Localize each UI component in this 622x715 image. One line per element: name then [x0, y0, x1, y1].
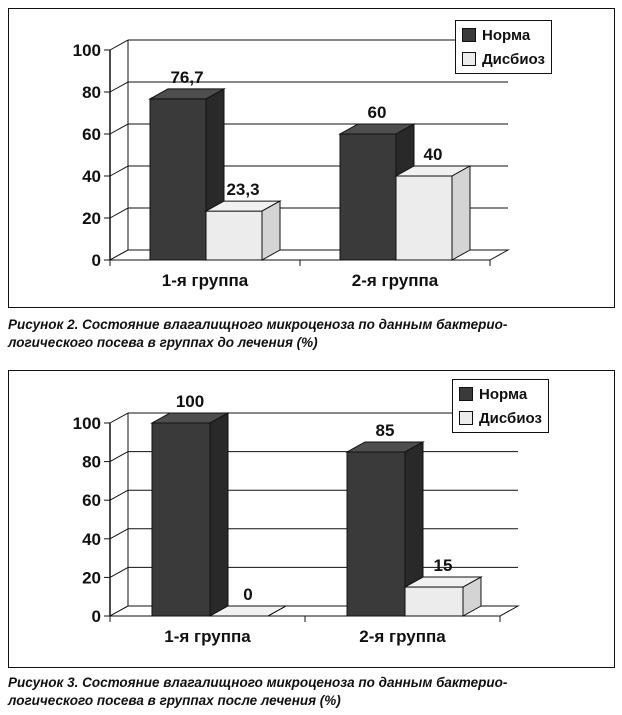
- category-label: 1-я группа: [164, 627, 251, 646]
- data-label: 85: [375, 420, 395, 440]
- y-tick-label: 20: [82, 209, 101, 228]
- bar-side: [452, 166, 470, 260]
- y-tick-label: 60: [82, 491, 101, 511]
- gridline-side: [110, 413, 128, 423]
- data-label: 40: [423, 145, 443, 164]
- bar-front: [150, 99, 206, 260]
- y-tick-label: 80: [82, 83, 101, 102]
- legend-label: Норма: [479, 385, 528, 403]
- gridline-side: [110, 166, 128, 176]
- caption-line: Рисунок 2. Состояние влагалищного микроценоза по данным бактерио-: [8, 317, 508, 332]
- chart-legend: [455, 20, 552, 74]
- bar-side: [262, 201, 280, 260]
- data-label: 60: [367, 103, 387, 122]
- legend-label: Дисбиоз: [479, 409, 542, 427]
- legend-label: Норма: [482, 26, 531, 44]
- caption-line: логического посева в группах после лечения (%): [8, 693, 341, 708]
- category-label: 2-я группа: [359, 627, 446, 646]
- y-tick-label: 20: [82, 568, 101, 588]
- legend-label: Дисбиоз: [482, 50, 545, 68]
- data-label: 15: [433, 556, 453, 576]
- legend-swatch: [462, 52, 476, 66]
- bar-front: [396, 176, 452, 260]
- gridline-side: [110, 529, 128, 539]
- gridline-side: [110, 124, 128, 134]
- y-tick-label: 100: [72, 414, 101, 433]
- bar-front: [340, 134, 396, 260]
- y-tick-label: 40: [82, 167, 101, 186]
- figure-caption: [8, 674, 614, 710]
- legend-swatch: [459, 411, 473, 425]
- legend-swatch: [462, 28, 476, 42]
- legend-entry-dysbiosis: [462, 47, 545, 71]
- caption-line: Рисунок 3. Состояние влагалищного микроценоза по данным бактерио-: [8, 675, 508, 690]
- bar-front: [405, 587, 463, 616]
- y-tick-label: 100: [72, 41, 101, 60]
- caption-line: логического посева в группах до лечения (%): [8, 335, 318, 350]
- gridline-side: [110, 490, 128, 500]
- data-label: 76,7: [170, 67, 204, 87]
- data-label: 23,3: [226, 180, 260, 200]
- gridline-side: [110, 40, 128, 50]
- bar-front: [347, 452, 405, 616]
- y-tick-label: 60: [82, 125, 101, 144]
- gridline-side: [110, 82, 128, 92]
- gridline-side: [110, 452, 128, 462]
- y-tick-label: 0: [91, 251, 101, 270]
- category-label: 1-я группа: [161, 271, 249, 290]
- y-tick-label: 40: [82, 529, 101, 549]
- legend-entry-norma: [462, 23, 545, 47]
- bar-front: [206, 211, 262, 260]
- gridline-side: [110, 208, 128, 218]
- bar-side: [210, 413, 228, 616]
- legend-swatch: [459, 387, 473, 401]
- chart-legend: [452, 379, 549, 433]
- data-label: 0: [243, 585, 253, 604]
- y-tick-label: 0: [91, 607, 101, 626]
- legend-entry-norma: [459, 382, 542, 406]
- data-label: 100: [175, 392, 205, 411]
- category-label: 2-я группа: [351, 271, 439, 290]
- y-tick-label: 80: [82, 452, 101, 472]
- legend-entry-dysbiosis: [459, 406, 542, 430]
- figure-caption: [8, 316, 614, 352]
- gridline-side: [110, 567, 128, 577]
- bar-front: [152, 423, 210, 616]
